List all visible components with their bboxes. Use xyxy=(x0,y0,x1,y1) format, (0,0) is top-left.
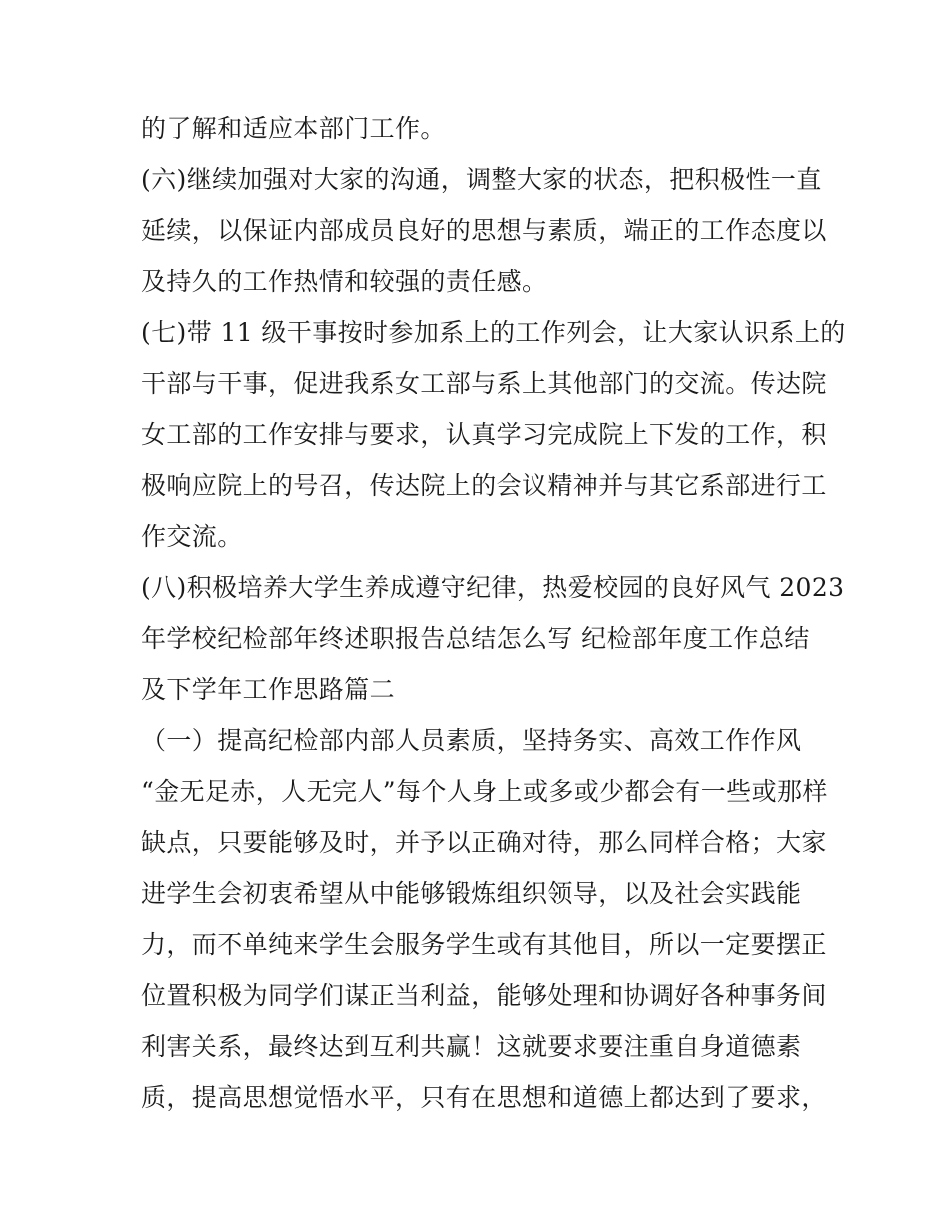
text-line: 力，而不单纯来学生会服务学生或有其他目，所以一定要摆正 xyxy=(141,930,827,959)
text-line: 的了解和适应本部门工作。 xyxy=(141,114,446,143)
text-line: 干部与干事，促进我系女工部与系上其他部门的交流。传达院 xyxy=(141,369,827,398)
text-line: 作交流。 xyxy=(141,522,243,551)
text-line: 及下学年工作思路篇二 xyxy=(141,675,396,704)
text-line: 年学校纪检部年终述职报告总结怎么写 纪检部年度工作总结 xyxy=(141,624,810,653)
text-line: 进学生会初衷希望从中能够锻炼组织领导，以及社会实践能 xyxy=(141,879,802,908)
text-line: 女工部的工作安排与要求，认真学习完成院上下发的工作，积 xyxy=(141,420,827,449)
document-body xyxy=(141,103,846,1123)
text-line: 缺点，只要能够及时，并予以正确对待，那么同样合格；大家 xyxy=(141,828,827,857)
text-line: 延续，以保证内部成员良好的思想与素质，端正的工作态度以 xyxy=(141,216,827,245)
text-line: (六)继续加强对大家的沟通，调整大家的状态，把积极性一直 xyxy=(141,165,822,194)
text-line: (七)带 11 级干事按时参加系上的工作列会，让大家认识系上的 xyxy=(141,318,846,347)
text-line: （一）提高纪检部内部人员素质，坚持务实、高效工作作风 xyxy=(141,726,802,755)
text-line: 极响应院上的号召，传达院上的会议精神并与其它系部进行工 xyxy=(141,471,827,500)
text-line: 及持久的工作热情和较强的责任感。 xyxy=(141,267,548,296)
text-line: (八)积极培养大学生养成遵守纪律，热爱校园的良好风气 2023 xyxy=(141,573,845,602)
text-line: 位置积极为同学们谋正当利益，能够处理和协调好各种事务间 xyxy=(141,981,827,1010)
text-line: “金无足赤，人无完人”每个人身上或多或少都会有一些或那样 xyxy=(141,777,828,806)
text-line: 质，提高思想觉悟水平，只有在思想和道德上都达到了要求， xyxy=(141,1083,827,1112)
text-line: 利害关系，最终达到互利共赢！这就要求要注重自身道德素 xyxy=(141,1032,802,1061)
